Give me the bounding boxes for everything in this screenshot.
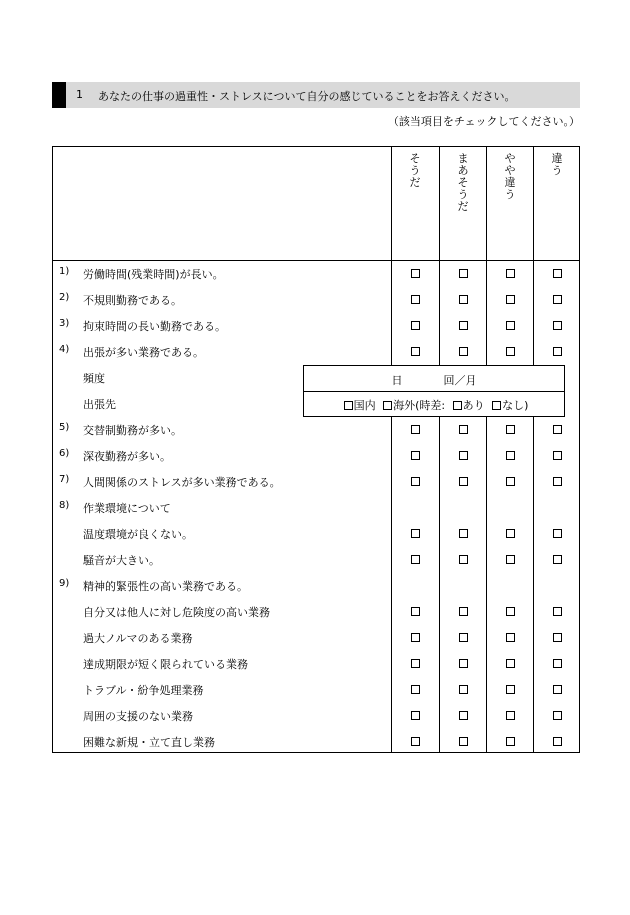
time-diff-no-checkbox[interactable] [492, 401, 501, 410]
row-15-checkbox-col-3[interactable] [506, 633, 515, 642]
question-note: （該当項目をチェックしてください。） [387, 115, 580, 128]
row-12-checkbox-col-3[interactable] [506, 555, 515, 564]
row-8-checkbox-col-4[interactable] [553, 451, 562, 460]
row-3-checkbox-col-4[interactable] [553, 321, 562, 330]
column-divider [533, 147, 534, 753]
row-11-checkbox-col-1[interactable] [411, 529, 420, 538]
row-label: 人間関係のストレスが多い業務である。 [83, 476, 281, 489]
row-label: トラブル・紛争処理業務 [83, 684, 204, 697]
row-number: 2) [59, 292, 70, 303]
row-4-checkbox-col-1[interactable] [411, 347, 420, 356]
time-diff-yes-checkbox[interactable] [453, 401, 462, 410]
frequency-times-label: 回／月 [443, 374, 477, 387]
row-14-checkbox-col-3[interactable] [506, 607, 515, 616]
row-15-checkbox-col-2[interactable] [459, 633, 468, 642]
row-2-checkbox-col-1[interactable] [411, 295, 420, 304]
domestic-checkbox[interactable] [344, 401, 353, 410]
row-16-checkbox-col-3[interactable] [506, 659, 515, 668]
row-16-checkbox-col-1[interactable] [411, 659, 420, 668]
row-1-checkbox-col-3[interactable] [506, 269, 515, 278]
row-label: 自分又は他人に対し危険度の高い業務 [83, 606, 270, 619]
row-7-checkbox-col-2[interactable] [459, 425, 468, 434]
trip-detail-divider [304, 391, 564, 392]
row-label: 交替制勤務が多い。 [83, 424, 182, 437]
row-11-checkbox-col-2[interactable] [459, 529, 468, 538]
row-14-checkbox-col-2[interactable] [459, 607, 468, 616]
time-diff-yes-label: あり [462, 399, 485, 412]
frequency-field [304, 372, 564, 388]
row-label: 出張先 [83, 398, 116, 411]
row-16-checkbox-col-4[interactable] [553, 659, 562, 668]
row-label: 作業環境について [83, 502, 171, 515]
row-17-checkbox-col-3[interactable] [506, 685, 515, 694]
column-divider [439, 147, 440, 753]
row-number: 9) [59, 578, 70, 589]
row-18-checkbox-col-1[interactable] [411, 711, 420, 720]
row-18-checkbox-col-2[interactable] [459, 711, 468, 720]
row-3-checkbox-col-3[interactable] [506, 321, 515, 330]
row-1-checkbox-col-2[interactable] [459, 269, 468, 278]
row-15-checkbox-col-4[interactable] [553, 633, 562, 642]
row-9-checkbox-col-4[interactable] [553, 477, 562, 486]
row-number: 8) [59, 500, 70, 511]
row-19-checkbox-col-4[interactable] [553, 737, 562, 746]
row-14-checkbox-col-4[interactable] [553, 607, 562, 616]
column-header-yaya-chigau: やや違う [504, 152, 516, 201]
row-7-checkbox-col-4[interactable] [553, 425, 562, 434]
overseas-label: 海外(時差: [393, 399, 446, 412]
row-label: 頻度 [83, 372, 105, 385]
column-header-chigau: 違う [551, 152, 563, 177]
row-number: 7) [59, 474, 70, 485]
row-7-checkbox-col-3[interactable] [506, 425, 515, 434]
row-1-checkbox-col-1[interactable] [411, 269, 420, 278]
overseas-checkbox[interactable] [383, 401, 392, 410]
row-17-checkbox-col-1[interactable] [411, 685, 420, 694]
row-label: 温度環境が良くない。 [83, 528, 193, 541]
row-1-checkbox-col-4[interactable] [553, 269, 562, 278]
row-14-checkbox-col-1[interactable] [411, 607, 420, 616]
row-19-checkbox-col-3[interactable] [506, 737, 515, 746]
row-label: 不規則勤務である。 [83, 294, 182, 307]
row-19-checkbox-col-2[interactable] [459, 737, 468, 746]
row-number: 5) [59, 422, 70, 433]
row-label: 周囲の支援のない業務 [83, 710, 193, 723]
row-18-checkbox-col-4[interactable] [553, 711, 562, 720]
row-12-checkbox-col-4[interactable] [553, 555, 562, 564]
row-16-checkbox-col-2[interactable] [459, 659, 468, 668]
row-9-checkbox-col-3[interactable] [506, 477, 515, 486]
checklist-table [52, 146, 580, 753]
column-header-sou-da: そうだ [409, 152, 421, 189]
time-diff-no-label: なし) [502, 399, 529, 412]
row-label: 過大ノルマのある業務 [83, 632, 193, 645]
row-number: 6) [59, 448, 70, 459]
destination-field [304, 397, 564, 413]
row-label: 達成期限が短く限られている業務 [83, 658, 248, 671]
row-9-checkbox-col-2[interactable] [459, 477, 468, 486]
row-15-checkbox-col-1[interactable] [411, 633, 420, 642]
row-7-checkbox-col-1[interactable] [411, 425, 420, 434]
domestic-label: 国内 [353, 399, 376, 412]
row-number: 3) [59, 318, 70, 329]
row-4-checkbox-col-2[interactable] [459, 347, 468, 356]
row-label: 精神的緊張性の高い業務である。 [83, 580, 248, 593]
row-2-checkbox-col-3[interactable] [506, 295, 515, 304]
row-4-checkbox-col-3[interactable] [506, 347, 515, 356]
question-number: 1 [76, 88, 83, 101]
column-divider [391, 147, 392, 753]
header-divider [53, 260, 579, 261]
row-8-checkbox-col-3[interactable] [506, 451, 515, 460]
column-header-maa-sou-da: まあそうだ [457, 152, 469, 213]
row-number: 4) [59, 344, 70, 355]
trip-detail-box [303, 365, 565, 417]
row-12-checkbox-col-1[interactable] [411, 555, 420, 564]
row-label: 出張が多い業務である。 [83, 346, 204, 359]
row-number: 1) [59, 266, 70, 277]
row-3-checkbox-col-2[interactable] [459, 321, 468, 330]
row-17-checkbox-col-2[interactable] [459, 685, 468, 694]
question-text: あなたの仕事の過重性・ストレスについて自分の感じていることをお答えください。 [98, 90, 516, 103]
row-17-checkbox-col-4[interactable] [553, 685, 562, 694]
row-label: 困難な新規・立て直し業務 [83, 736, 215, 749]
row-11-checkbox-col-3[interactable] [506, 529, 515, 538]
row-9-checkbox-col-1[interactable] [411, 477, 420, 486]
row-2-checkbox-col-2[interactable] [459, 295, 468, 304]
row-3-checkbox-col-1[interactable] [411, 321, 420, 330]
row-label: 深夜勤務が多い。 [83, 450, 171, 463]
row-2-checkbox-col-4[interactable] [553, 295, 562, 304]
question-marker [52, 82, 66, 108]
row-11-checkbox-col-4[interactable] [553, 529, 562, 538]
row-4-checkbox-col-4[interactable] [553, 347, 562, 356]
row-19-checkbox-col-1[interactable] [411, 737, 420, 746]
row-12-checkbox-col-2[interactable] [459, 555, 468, 564]
row-8-checkbox-col-1[interactable] [411, 451, 420, 460]
question-header [52, 82, 580, 108]
row-label: 労働時間(残業時間)が長い。 [83, 268, 224, 281]
column-divider [486, 147, 487, 753]
row-8-checkbox-col-2[interactable] [459, 451, 468, 460]
frequency-day-label: 日 [391, 374, 403, 387]
row-label: 拘束時間の長い勤務である。 [83, 320, 226, 333]
row-18-checkbox-col-3[interactable] [506, 711, 515, 720]
row-label: 騒音が大きい。 [83, 554, 160, 567]
